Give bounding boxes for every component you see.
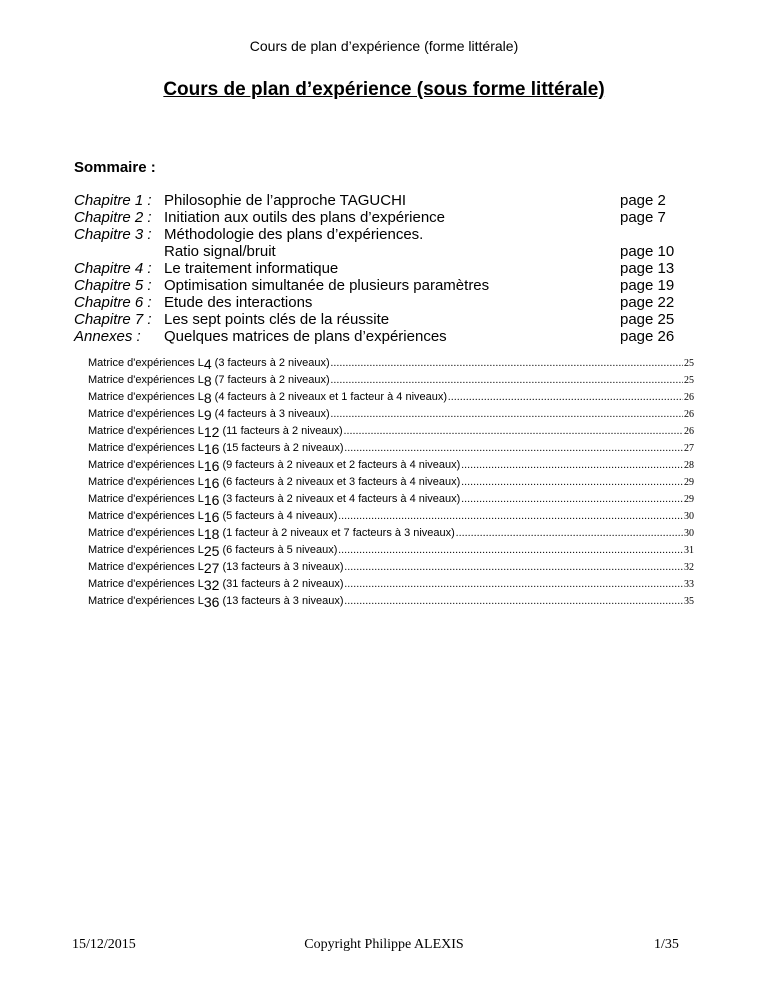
toc-entry-page: 29 xyxy=(684,494,694,505)
toc-entry-description: (13 facteurs à 3 niveaux) xyxy=(219,561,344,573)
toc-entry-subscript: 16 xyxy=(203,458,220,474)
chapter-row xyxy=(74,277,714,294)
chapter-list xyxy=(74,192,714,345)
toc-entry-text xyxy=(88,591,344,610)
toc-leader-dots xyxy=(345,576,683,593)
toc-entry[interactable] xyxy=(88,353,694,370)
chapter-title: Ratio signal/bruit xyxy=(164,243,276,260)
toc-entry-description: (9 facteurs à 2 niveaux et 2 facteurs à 4 niveaux) xyxy=(219,459,461,471)
toc-entry-subscript: 4 xyxy=(203,356,212,372)
running-header: Cours de plan d’expérience (forme littérale) xyxy=(249,38,519,54)
chapter-label: Chapitre 2 : xyxy=(74,209,152,226)
chapter-title: Philosophie de l’approche TAGUCHI xyxy=(164,192,407,209)
toc-entry-prefix: Matrice d'expériences L xyxy=(88,459,204,471)
toc-entry-subscript: 18 xyxy=(203,526,220,542)
toc-entry[interactable] xyxy=(88,421,694,438)
toc-leader-dots xyxy=(345,559,683,576)
chapter-label: Chapitre 1 : xyxy=(74,192,152,209)
chapter-title: Méthodologie des plans d’expériences. xyxy=(164,226,424,243)
document-title: Cours de plan d’expérience (sous forme littérale) xyxy=(163,79,605,100)
toc-entry-description: (4 facteurs à 2 niveaux et 1 facteur à 4 niveaux) xyxy=(211,391,448,403)
summary-label: Sommaire : xyxy=(74,159,156,176)
chapter-title: Les sept points clés de la réussite xyxy=(164,311,390,328)
footer-copyright: Copyright Philippe ALEXIS xyxy=(304,937,464,952)
toc-entry-prefix: Matrice d'expériences L xyxy=(88,357,204,369)
toc-entry-prefix: Matrice d'expériences L xyxy=(88,374,204,386)
toc-entry[interactable] xyxy=(88,472,694,489)
toc-entry-page: 33 xyxy=(684,579,694,590)
toc-entry[interactable] xyxy=(88,591,694,608)
chapter-row xyxy=(74,192,714,209)
toc-entry-page: 29 xyxy=(684,477,694,488)
toc-entry-prefix: Matrice d'expériences L xyxy=(88,527,204,539)
toc-entry-prefix: Matrice d'expériences L xyxy=(88,561,204,573)
toc-entry-prefix: Matrice d'expériences L xyxy=(88,408,204,420)
toc-entry[interactable] xyxy=(88,506,694,523)
toc-entry-page: 32 xyxy=(684,562,694,573)
chapter-title: Le traitement informatique xyxy=(164,260,339,277)
toc-leader-dots xyxy=(461,474,683,491)
chapter-title: Optimisation simultanée de plusieurs paramètres xyxy=(164,277,490,294)
toc-entry-description: (3 facteurs à 2 niveaux et 4 facteurs à 4 niveaux) xyxy=(219,493,461,505)
toc-entry-page: 26 xyxy=(684,426,694,437)
toc-entry-description: (11 facteurs à 2 niveaux) xyxy=(219,425,343,437)
toc-leader-dots xyxy=(344,423,683,440)
chapter-title: Quelques matrices de plans d’expériences xyxy=(164,328,447,345)
toc-leader-dots xyxy=(331,406,683,423)
toc-entry-page: 35 xyxy=(684,596,694,607)
toc-entry[interactable] xyxy=(88,438,694,455)
toc-entry-prefix: Matrice d'expériences L xyxy=(88,425,204,437)
toc-entry-description: (1 facteur à 2 niveaux et 7 facteurs à 3 niveaux) xyxy=(219,527,455,539)
toc-entry[interactable] xyxy=(88,387,694,404)
chapter-row xyxy=(74,243,714,260)
toc-entry[interactable] xyxy=(88,574,694,591)
toc-entry-subscript: 27 xyxy=(203,560,220,576)
table-of-contents xyxy=(88,353,694,608)
toc-leader-dots xyxy=(461,491,683,508)
toc-entry[interactable] xyxy=(88,404,694,421)
chapter-page: page 22 xyxy=(620,294,675,311)
chapter-label: Chapitre 3 : xyxy=(74,226,152,243)
footer-date: 15/12/2015 xyxy=(72,937,136,952)
toc-entry-description: (6 facteurs à 5 niveaux) xyxy=(219,544,338,556)
toc-entry[interactable] xyxy=(88,557,694,574)
chapter-label: Chapitre 7 : xyxy=(74,311,152,328)
toc-entry-page: 31 xyxy=(684,545,694,556)
toc-entry-page: 30 xyxy=(684,511,694,522)
chapter-row xyxy=(74,209,714,226)
toc-entry[interactable] xyxy=(88,523,694,540)
chapter-label: Chapitre 5 : xyxy=(74,277,152,294)
toc-entry-description: (13 facteurs à 3 niveaux) xyxy=(219,595,344,607)
toc-leader-dots xyxy=(338,542,683,559)
toc-entry-subscript: 36 xyxy=(203,594,220,610)
toc-entry-description: (31 facteurs à 2 niveaux) xyxy=(219,578,344,590)
toc-entry-prefix: Matrice d'expériences L xyxy=(88,493,204,505)
toc-entry-prefix: Matrice d'expériences L xyxy=(88,595,204,607)
toc-entry[interactable] xyxy=(88,540,694,557)
toc-entry-prefix: Matrice d'expériences L xyxy=(88,391,204,403)
toc-entry[interactable] xyxy=(88,455,694,472)
chapter-page: page 2 xyxy=(620,192,666,209)
chapter-row xyxy=(74,226,714,243)
toc-leader-dots xyxy=(345,593,683,610)
toc-entry-subscript: 8 xyxy=(203,390,212,406)
chapter-row xyxy=(74,311,714,328)
toc-leader-dots xyxy=(456,525,683,542)
toc-entry-description: (6 facteurs à 2 niveaux et 3 facteurs à 4 niveaux) xyxy=(219,476,461,488)
chapter-title: Etude des interactions xyxy=(164,294,313,311)
toc-leader-dots xyxy=(461,457,683,474)
toc-entry-subscript: 16 xyxy=(203,475,220,491)
toc-entry-subscript: 12 xyxy=(203,424,220,440)
toc-entry-page: 25 xyxy=(684,358,694,369)
chapter-label: Annexes : xyxy=(74,328,141,345)
toc-entry-page: 30 xyxy=(684,528,694,539)
toc-entry[interactable] xyxy=(88,370,694,387)
toc-entry-page: 25 xyxy=(684,375,694,386)
chapter-page: page 7 xyxy=(620,209,666,226)
toc-entry-page: 28 xyxy=(684,460,694,471)
toc-entry-prefix: Matrice d'expériences L xyxy=(88,510,204,522)
chapter-row xyxy=(74,328,714,345)
chapter-row xyxy=(74,260,714,277)
toc-entry-page: 26 xyxy=(684,409,694,420)
toc-entry-description: (4 facteurs à 3 niveaux) xyxy=(211,408,330,420)
toc-entry-subscript: 8 xyxy=(203,373,212,389)
toc-entry-page: 26 xyxy=(684,392,694,403)
chapter-page: page 25 xyxy=(620,311,675,328)
chapter-page: page 10 xyxy=(620,243,675,260)
toc-entry-page: 27 xyxy=(684,443,694,454)
toc-entry-subscript: 16 xyxy=(203,492,220,508)
toc-entry-description: (15 facteurs à 2 niveaux) xyxy=(219,442,344,454)
toc-entry-description: (5 facteurs à 4 niveaux) xyxy=(219,510,338,522)
toc-entry-subscript: 32 xyxy=(203,577,220,593)
chapter-label: Chapitre 4 : xyxy=(74,260,152,277)
chapter-label: Chapitre 6 : xyxy=(74,294,152,311)
chapter-title: Initiation aux outils des plans d’expérience xyxy=(164,209,446,226)
toc-entry-subscript: 9 xyxy=(203,407,212,423)
chapter-page: page 19 xyxy=(620,277,675,294)
toc-entry-prefix: Matrice d'expériences L xyxy=(88,442,204,454)
toc-entry-prefix: Matrice d'expériences L xyxy=(88,578,204,590)
toc-entry[interactable] xyxy=(88,489,694,506)
toc-entry-subscript: 16 xyxy=(203,441,220,457)
toc-entry-prefix: Matrice d'expériences L xyxy=(88,476,204,488)
toc-leader-dots xyxy=(448,389,683,406)
toc-leader-dots xyxy=(331,355,683,372)
toc-entry-subscript: 25 xyxy=(203,543,220,559)
footer-page-number: 1/35 xyxy=(654,937,679,952)
toc-entry-description: (7 facteurs à 2 niveaux) xyxy=(211,374,330,386)
chapter-row xyxy=(74,294,714,311)
chapter-page: page 26 xyxy=(620,328,675,345)
toc-entry-prefix: Matrice d'expériences L xyxy=(88,544,204,556)
toc-entry-description: (3 facteurs à 2 niveaux) xyxy=(211,357,330,369)
chapter-page: page 13 xyxy=(620,260,675,277)
toc-entry-subscript: 16 xyxy=(203,509,220,525)
